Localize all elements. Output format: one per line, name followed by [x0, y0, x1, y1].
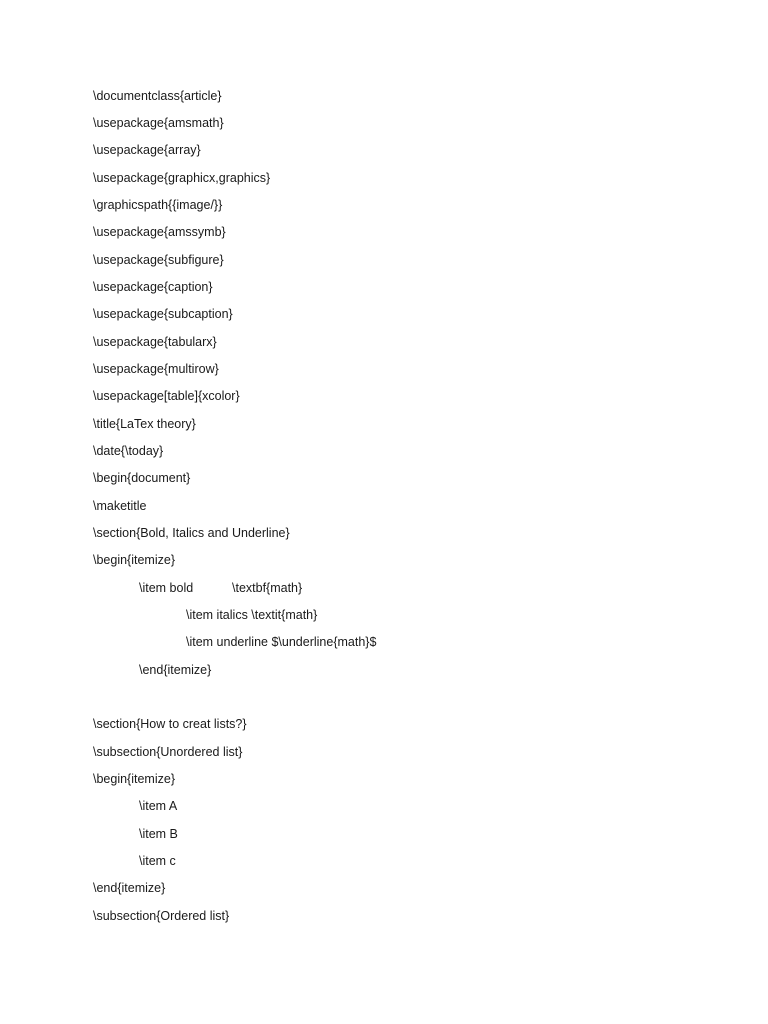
text-line: \end{itemize}: [93, 881, 166, 895]
text-line: \usepackage{array}: [93, 143, 201, 157]
text-line: \usepackage{tabularx}: [93, 335, 217, 349]
text-line: \usepackage[table]{xcolor}: [93, 389, 240, 403]
text-line: \item c: [139, 854, 176, 868]
text-line: \usepackage{subcaption}: [93, 307, 233, 321]
text-line: \item italics \textit{math}: [186, 608, 318, 622]
text-line: \section{Bold, Italics and Underline}: [93, 526, 290, 540]
text-line: \item A: [139, 799, 178, 813]
text-line: \usepackage{amsmath}: [93, 116, 224, 130]
text-line: \date{\today}: [93, 444, 164, 458]
text-line: \item bold: [139, 581, 194, 595]
text-line: \usepackage{multirow}: [93, 362, 219, 376]
text-line: \item underline $\underline{math}$: [186, 635, 377, 649]
text-line: \usepackage{amssymb}: [93, 225, 226, 239]
text-line: \section{How to creat lists?}: [93, 717, 247, 731]
text-line: \subsection{Unordered list}: [93, 745, 243, 759]
text-line: \usepackage{caption}: [93, 280, 213, 294]
text-line: \begin{itemize}: [93, 553, 176, 567]
text-line: \documentclass{article}: [93, 89, 222, 103]
text-line: \title{LaTex theory}: [93, 417, 196, 431]
text-line: \item B: [139, 827, 178, 841]
text-line: \maketitle: [93, 499, 147, 513]
text-line: \begin{document}: [93, 471, 191, 485]
text-line: \subsection{Ordered list}: [93, 909, 230, 923]
text-line: \begin{itemize}: [93, 772, 176, 786]
text-line: \textbf{math}: [232, 581, 303, 595]
text-line: \usepackage{subfigure}: [93, 253, 224, 267]
text-line: \end{itemize}: [139, 663, 212, 677]
text-line: \graphicspath{{image/}}: [93, 198, 223, 212]
text-line: \usepackage{graphicx,graphics}: [93, 171, 271, 185]
